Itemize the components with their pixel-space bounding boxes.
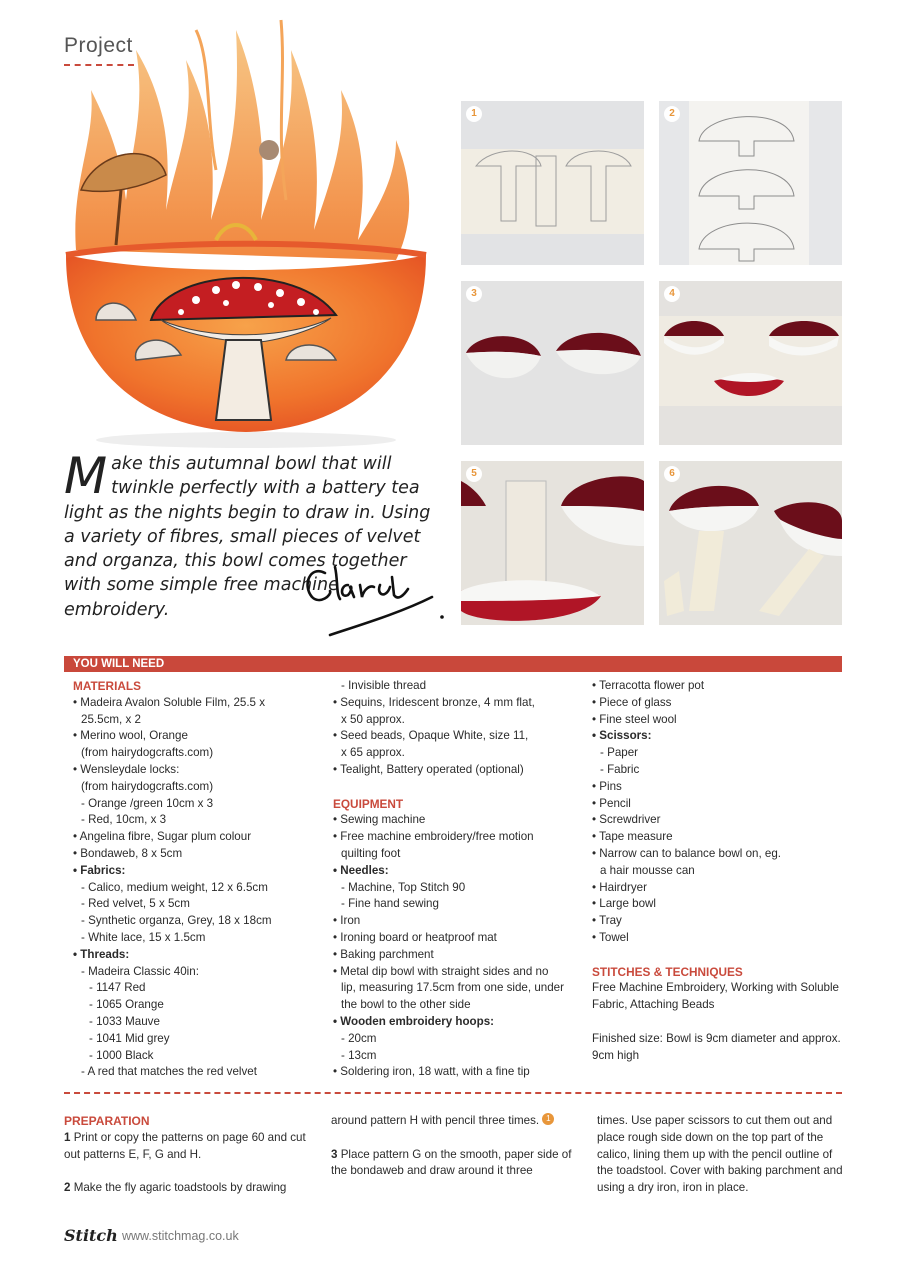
list-item: • Pins bbox=[592, 779, 622, 793]
list-item: • Seed beads, Opaque White, size 11, bbox=[333, 729, 529, 743]
step-photo-1 bbox=[461, 101, 644, 265]
step-photo-2 bbox=[659, 101, 842, 265]
list-item: • Narrow can to balance bowl on, eg. bbox=[592, 846, 782, 860]
you-will-need-title: YOU WILL NEED bbox=[73, 658, 165, 670]
equipment-heading: EQUIPMENT bbox=[333, 796, 404, 811]
list-item: • Tealight, Battery operated (optional) bbox=[333, 762, 524, 776]
list-item: - 1000 Black bbox=[89, 1048, 154, 1062]
list-item: • Merino wool, Orange bbox=[73, 729, 188, 743]
spacer bbox=[333, 779, 588, 796]
list-item: • Soldering iron, 18 watt, with a fine tip bbox=[333, 1065, 530, 1079]
list-item: - Madeira Classic 40in: bbox=[81, 964, 199, 978]
list-item: - 13cm bbox=[341, 1048, 377, 1062]
prep-step-1: 1 Print or copy the patterns on page 60 and cut out patterns E, F, G and H. bbox=[64, 1130, 306, 1161]
prep-step-2: 2 Make the fly agaric toadstools by drawing bbox=[64, 1181, 287, 1195]
prep-step-2-cont: around pattern H with pencil three times. 1 bbox=[331, 1113, 579, 1130]
list-item: - Fine hand sewing bbox=[341, 897, 439, 911]
list-item: - A red that matches the red velvet bbox=[81, 1065, 257, 1079]
equipment-column-2 bbox=[592, 678, 842, 1064]
list-item: lip, measuring 17.5cm from one side, under bbox=[341, 981, 564, 995]
step-number: 5 bbox=[466, 466, 482, 482]
step-number: 6 bbox=[664, 466, 680, 482]
step-number: 4 bbox=[664, 286, 680, 302]
list-item: the bowl to the other side bbox=[341, 998, 471, 1012]
spacer bbox=[592, 947, 842, 964]
list-item: • Free machine embroidery/free motion bbox=[333, 830, 534, 844]
list-item: - 1065 Orange bbox=[89, 998, 164, 1012]
list-item: - Red, 10cm, x 3 bbox=[81, 813, 167, 827]
list-item: - Fabric bbox=[600, 762, 640, 776]
list-item: • Metal dip bowl with straight sides and no bbox=[333, 964, 549, 978]
magazine-logo: Stitch bbox=[64, 1226, 118, 1245]
list-item: - Paper bbox=[600, 746, 639, 760]
list-item: - Calico, medium weight, 12 x 6.5cm bbox=[81, 880, 268, 894]
list-item: • Terracotta flower pot bbox=[592, 679, 705, 692]
equipment-column bbox=[333, 678, 588, 1081]
list-item: - Invisible thread bbox=[341, 679, 427, 692]
list-item: • Angelina fibre, Sugar plum colour bbox=[73, 830, 252, 844]
list-item: - Orange /green 10cm x 3 bbox=[81, 796, 214, 810]
section-divider-dashed bbox=[64, 1092, 842, 1094]
list-item: • Baking parchment bbox=[333, 947, 434, 961]
signature bbox=[300, 555, 450, 640]
list-item: - 1147 Red bbox=[89, 981, 146, 995]
preparation-heading: PREPARATION bbox=[64, 1114, 150, 1128]
list-item: • Iron bbox=[333, 914, 361, 928]
list-item: 25.5cm, x 2 bbox=[81, 712, 141, 726]
list-item: • Hairdryer bbox=[592, 880, 647, 894]
step-photo-5 bbox=[461, 461, 644, 625]
list-item: • Scissors: bbox=[592, 729, 652, 743]
list-item: • Wensleydale locks: bbox=[73, 762, 180, 776]
list-item: • Piece of glass bbox=[592, 695, 672, 709]
preparation-column-1 bbox=[64, 1113, 312, 1197]
finished-size: Finished size: Bowl is 9cm diameter and approx. 9cm high bbox=[592, 1031, 841, 1062]
list-item: • Needles: bbox=[333, 863, 389, 877]
step-photo-3 bbox=[461, 281, 644, 445]
list-item: x 65 approx. bbox=[341, 746, 405, 760]
list-item: - Red velvet, 5 x 5cm bbox=[81, 897, 190, 911]
list-item: quilting foot bbox=[341, 846, 401, 860]
materials-column bbox=[73, 678, 328, 1081]
list-item: • Fabrics: bbox=[73, 863, 126, 877]
list-item: - 1033 Mauve bbox=[89, 1014, 160, 1028]
list-item: • Wooden embroidery hoops: bbox=[333, 1014, 495, 1028]
list-item: • Ironing board or heatproof mat bbox=[333, 930, 497, 944]
preparation-column-2 bbox=[331, 1113, 579, 1180]
step-number: 2 bbox=[664, 106, 680, 122]
list-item: • Pencil bbox=[592, 796, 631, 810]
list-item: • Fine steel wool bbox=[592, 712, 677, 726]
intro-text: ake this autumnal bowl that will twinkle perfectly with a battery tea light as the nights begin to draw in. Using a variety of fibres, small pieces of velvet and organza, this bowl comes together with some simple free machine embroidery. bbox=[64, 454, 431, 620]
step-photo-6 bbox=[659, 461, 842, 625]
list-item: • Threads: bbox=[73, 947, 130, 961]
list-item: • Towel bbox=[592, 930, 629, 944]
list-item: a hair mousse can bbox=[600, 863, 695, 877]
section-label: Project bbox=[64, 34, 133, 57]
footer-url[interactable]: www.stitchmag.co.uk bbox=[122, 1229, 239, 1243]
list-item: • Tape measure bbox=[592, 830, 673, 844]
spacer bbox=[592, 1014, 842, 1031]
list-item: • Sewing machine bbox=[333, 813, 426, 827]
list-item: • Bondaweb, 8 x 5cm bbox=[73, 846, 183, 860]
hero-bowl-photo bbox=[36, 0, 456, 450]
prep-step-3-cont: times. Use paper scissors to cut them out and place rough side down on the top part of the calico, lining them up with the pencil outline of the toadstool. Cover with baking parchment and using a dry iron, iron in place. bbox=[597, 1114, 843, 1195]
materials-heading: MATERIALS bbox=[73, 679, 141, 693]
photo-ref-badge: 1 bbox=[542, 1113, 554, 1125]
list-item: x 50 approx. bbox=[341, 712, 405, 726]
list-item: • Tray bbox=[592, 914, 622, 928]
list-item: - Machine, Top Stitch 90 bbox=[341, 880, 466, 894]
stitches-heading: STITCHES & TECHNIQUES bbox=[592, 964, 743, 979]
list-item: (from hairydogcrafts.com) bbox=[81, 779, 214, 793]
you-will-need-bar bbox=[64, 656, 842, 672]
step-photo-4 bbox=[659, 281, 842, 445]
list-item: - 20cm bbox=[341, 1031, 377, 1045]
step-number: 1 bbox=[466, 106, 482, 122]
step-number: 3 bbox=[466, 286, 482, 302]
list-item: - 1041 Mid grey bbox=[89, 1031, 170, 1045]
drop-cap: M bbox=[64, 447, 108, 505]
list-item: (from hairydogcrafts.com) bbox=[81, 746, 214, 760]
list-item: • Screwdriver bbox=[592, 813, 661, 827]
list-item: - Synthetic organza, Grey, 18 x 18cm bbox=[81, 914, 272, 928]
prep-step-3: 3 Place pattern G on the smooth, paper side of the bondaweb and draw around it three bbox=[331, 1147, 572, 1178]
preparation-column-3 bbox=[597, 1113, 845, 1197]
list-item: • Sequins, Iridescent bronze, 4 mm flat, bbox=[333, 695, 535, 709]
stitches-text: Free Machine Embroidery, Working with Soluble Fabric, Attaching Beads bbox=[592, 981, 840, 1012]
list-item: • Madeira Avalon Soluble Film, 25.5 x bbox=[73, 695, 266, 709]
list-item: - White lace, 15 x 1.5cm bbox=[81, 930, 206, 944]
list-item: • Large bowl bbox=[592, 897, 656, 911]
